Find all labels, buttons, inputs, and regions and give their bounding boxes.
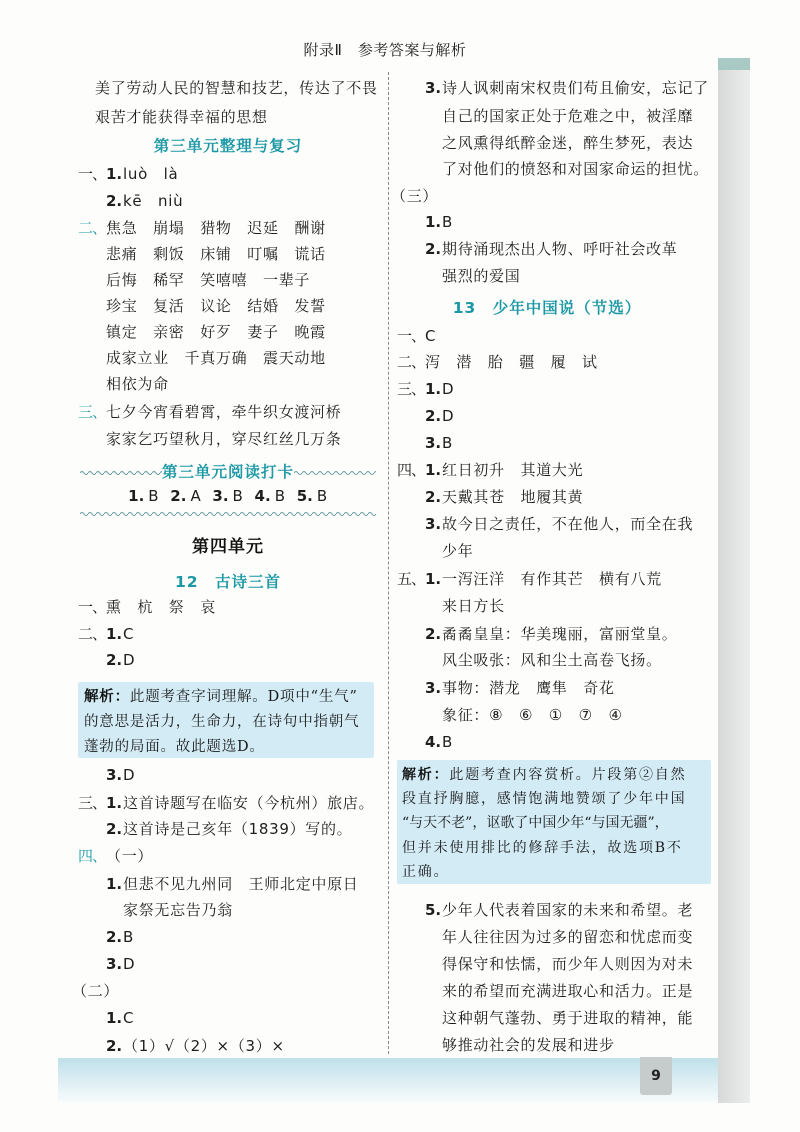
item-number: 3. [212,487,229,505]
lesson-title-13: 13 少年中国说（节选） [452,299,642,317]
answer-line [106,1008,134,1028]
item-number: 2. [106,651,123,669]
answer-line [425,78,709,98]
answer-line [78,402,342,422]
page-number: 9 [640,1057,672,1095]
item-number: 2. [106,928,123,946]
question-label: 二、 [397,353,426,371]
item-number: 1. [425,570,442,588]
item-number: 2. [170,487,187,505]
answer-line [425,433,453,453]
page-header: 附录Ⅱ 参考答案与解析 [303,41,467,59]
analysis-line: 的意思是活力，生命力，在诗句中指朝气 [84,714,360,730]
reading-answers-row [78,486,378,506]
question-label: 二、 [78,219,107,237]
answer-line [425,624,678,644]
answer-text: 少年人代表着国家的未来和希望。老 [442,901,694,919]
answer-line: 家祭无忘告乃翁 [123,901,233,919]
answer-text: 这首诗题写在临安（今杭州）旅店。 [123,794,375,812]
answer-line [425,406,454,426]
answer-line [397,569,662,589]
answer-line: 珍宝 复活 议论 结婚 发誓 [106,297,326,315]
answer-text: B [442,213,453,231]
item-number: 2. [425,625,442,643]
answer-line [397,352,598,372]
analysis-box [78,682,374,758]
question-label: 四、 [397,461,426,479]
answer-line: 悲痛 剩饭 床铺 叮嘱 谎话 [106,245,326,263]
answer-text: B [123,928,134,946]
page-edge-shadow [718,58,750,1103]
item-number: 2. [425,488,442,506]
answer-text: 故今日之责任，不在他人，而全在我 [442,515,694,533]
answer-text: D [123,955,136,973]
answer-text: D [442,407,455,425]
item-number: 1. [106,165,123,183]
lesson-title-12: 12 古诗三首 [174,573,282,591]
answer-line [78,846,153,866]
analysis-text: 此题考查字词理解。D项中“生气” [129,689,358,705]
continuation-line: 艰苦才能获得幸福的思想 [95,108,268,126]
item-number: 4. [425,733,442,751]
answer-line [78,597,216,617]
item-number: 3. [425,679,442,697]
section-title-unit3-review: 第三单元整理与复习 [153,137,303,155]
column-divider [388,72,389,1054]
answer-line [106,765,135,785]
item-number: 3. [425,79,442,97]
answer-line [425,514,693,534]
answer-text: 事物：潜龙 鹰隼 奇花 [442,679,615,697]
item-number: 2. [425,407,442,425]
answer-line [106,874,359,894]
answer-text: D [123,766,136,784]
question-label: 五、 [397,570,426,588]
answer-text: 诗人讽刺南宋权贵们苟且偷安，忘记了 [442,79,709,97]
analysis-line [402,765,686,785]
answer-line: 风尘吸张：风和尘土高卷飞扬。 [442,651,662,669]
answer-line [425,487,583,507]
answer-text: 焦急 崩塌 猎物 迟延 酬谢 [106,219,326,237]
continuation-line: 美了劳动人民的智慧和技艺，传达了不畏 [95,79,378,97]
answer-text: 红日初升 其道大光 [442,461,584,479]
answer-line [397,326,436,346]
item-number: 2. [106,820,123,838]
answer-text: B [232,487,244,505]
answer-line [425,212,453,232]
answer-line [106,1036,285,1056]
question-label: 一、 [397,327,426,345]
answer-line: 成家立业 千真万确 震天动地 [106,349,326,367]
section-title-unit3-reading: 第三单元阅读打卡 [161,463,294,481]
answer-text: 泻 潜 胎 疆 履 试 [425,353,598,371]
part-label: （二） [72,982,120,1000]
answer-line: 自己的国家正处于危难之中，被淫靡 [442,107,694,125]
answer-text: B [316,487,328,505]
answer-text: luò là [123,165,179,183]
item-number: 1. [425,380,442,398]
answer-line: 相依为命 [106,375,169,393]
wavy-divider-right [294,469,376,477]
answer-line [78,793,374,813]
question-label: 一、 [78,598,107,616]
question-label: 四、 [78,847,107,865]
page-bottom-band [58,1058,718,1102]
answer-text: A [190,487,202,505]
question-label: 三、 [78,403,107,421]
analysis-label: 解析： [402,767,450,783]
answer-text: 期待涌现杰出人物、呼吁社会改革 [442,240,678,258]
answer-line [78,164,178,184]
answer-line [425,678,615,698]
answer-line [106,819,352,839]
answer-line: 得保守和怯懦，而少年人则因为对未 [442,955,694,973]
item-number: 1. [425,461,442,479]
answer-line: 象征：⑧ ⑥ ① ⑦ ④ [442,706,623,724]
answer-text: 熏 杭 祭 哀 [106,598,216,616]
answer-line [425,239,678,259]
answer-line [78,218,326,238]
analysis-text: 此题考查内容赏析。片段第②自然 [449,767,687,783]
answer-line [425,900,693,920]
answer-line: 强烈的爱国 [442,267,521,285]
item-number: 3. [106,766,123,784]
answer-text: 天戴其苍 地履其黄 [442,488,584,506]
item-number: 1. [106,1009,123,1027]
answer-text: C [123,625,135,643]
question-label: 二、 [78,625,107,643]
item-number: 1. [106,875,123,893]
analysis-line [84,687,358,707]
analysis-box [397,760,711,884]
answer-line [397,379,454,399]
answer-line: 年人往往因为过多的留恋和忧虑而变 [442,928,694,946]
answer-text: 矞矞皇皇：华美瑰丽，富丽堂皇。 [442,625,678,643]
item-number: 1. [425,213,442,231]
answer-line [106,191,183,211]
part-label: （三） [391,187,439,205]
answer-text: （1）√（2）×（3）× [123,1037,285,1055]
part-label: （一） [106,847,154,865]
item-number: 1. [106,794,123,812]
answer-text: D [442,380,455,398]
question-label: 三、 [78,794,107,812]
item-number: 1. [106,625,123,643]
item-number: 4. [254,487,271,505]
item-number: 3. [425,515,442,533]
answer-text: 但悲不见九州同 王师北定中原日 [123,875,359,893]
answer-text: 这首诗是己亥年（1839）写的。 [123,820,353,838]
answer-text: B [274,487,286,505]
item-number: 3. [106,955,123,973]
answer-text: kē niù [123,192,184,210]
analysis-line: 段直抒胸臆，感情饱满地赞颂了少年中国 [402,791,687,807]
answer-text: C [123,1009,135,1027]
item-number: 2. [425,240,442,258]
question-label: 一、 [78,165,107,183]
question-label: 三、 [397,380,426,398]
item-number: 5. [296,487,313,505]
item-number: 1. [128,487,145,505]
item-number: 2. [106,1037,123,1055]
item-number: 5. [425,901,442,919]
analysis-label: 解析： [84,688,130,705]
answer-line: 够推动社会的发展和进步 [442,1036,615,1054]
analysis-line: 正确。 [402,864,450,880]
answer-line [106,927,134,947]
analysis-line: “与天不老”，讴歌了中国少年“与国无疆”， [402,815,669,831]
page-edge-tab [718,58,750,70]
answer-line: 家家乞巧望秋月，穿尽红丝几万条 [106,430,342,448]
answer-text: 七夕今宵看碧霄，牵牛织女渡河桥 [106,403,342,421]
answer-text: C [425,327,437,345]
answer-line [425,732,453,752]
wavy-divider-bottom [80,510,376,518]
answer-line: 少年 [442,542,474,560]
item-number: 2. [106,192,123,210]
answer-line: 了对他们的愤怒和对国家命运的担忧。 [442,160,709,178]
item-number: 3. [425,434,442,452]
analysis-line: 但并未使用排比的修辞手法，故选项B不 [402,840,683,856]
answer-text: D [123,651,136,669]
answer-text: B [148,487,160,505]
answer-line: 这种朝气蓬勃、勇于进取的精神，能 [442,1009,694,1027]
answer-line: 镇定 亲密 好歹 妻子 晚霞 [106,323,326,341]
unit-title: 第四单元 [192,537,264,557]
answer-line: 来日方长 [442,597,505,615]
answer-text: 一泻汪洋 有作其芒 横有八荒 [442,570,662,588]
answer-text: B [442,434,453,452]
answer-line [106,650,135,670]
answer-line [106,954,135,974]
analysis-line: 蓬勃的局面。故此题选D。 [84,739,265,755]
answer-line [78,624,134,644]
answer-line: 之风熏得纸醉金迷，醉生梦死，表达 [442,134,694,152]
answer-line: 来的希望而充满进取心和活力。正是 [442,982,694,1000]
answer-text: B [442,733,453,751]
answer-line [397,460,583,480]
answer-line: 后悔 稀罕 笑嘻嘻 一辈子 [106,271,311,289]
